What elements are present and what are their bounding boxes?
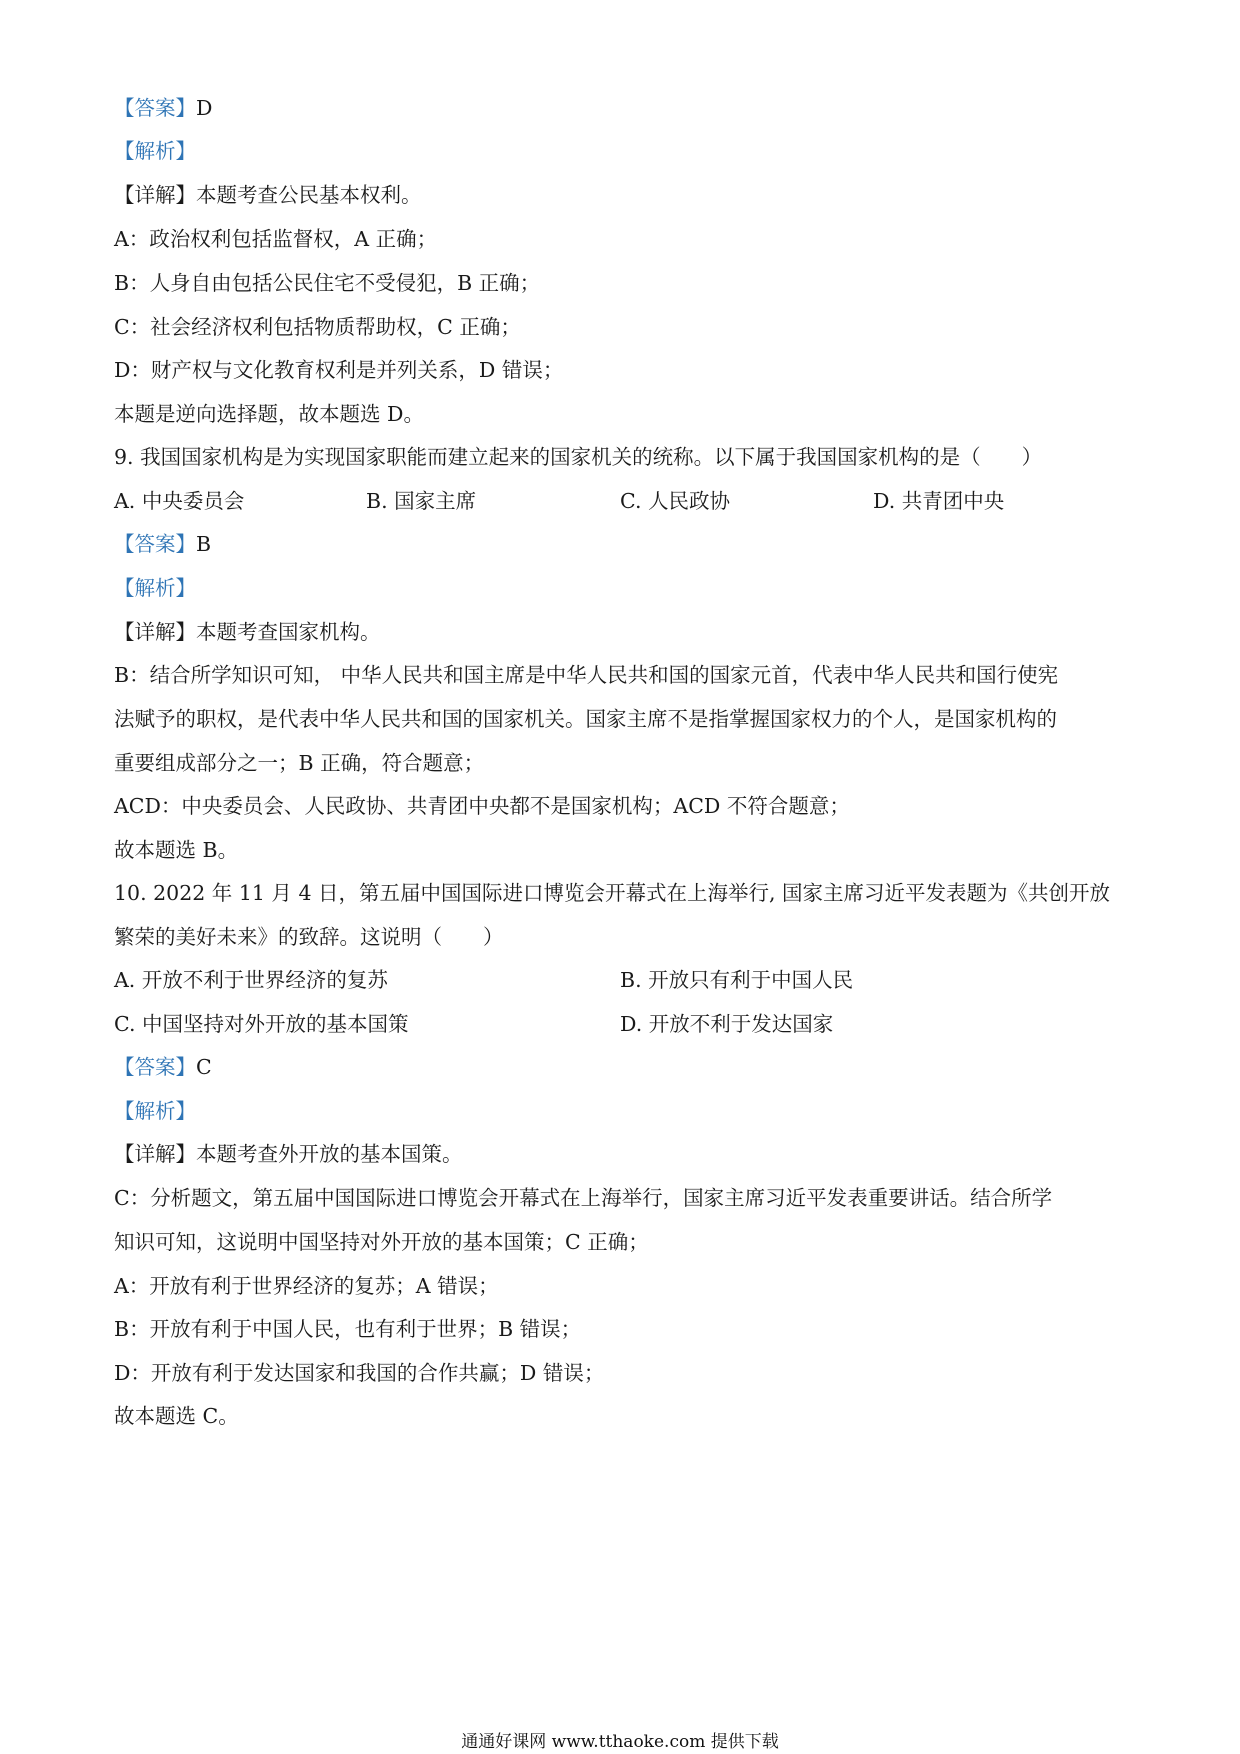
explanation-line: B：开放有利于中国人民，也有利于世界；B 错误； (114, 1317, 582, 1341)
answer-tag: 【答案】 (114, 96, 196, 120)
detail-line: 【详解】本题考查外开放的基本国策。 (114, 1142, 463, 1166)
conclusion-line: 故本题选 C。 (114, 1404, 239, 1428)
option-c: C. 中国坚持对外开放的基本国策 (114, 1012, 409, 1036)
question-stem: 9. 我国国家机构是为实现国家职能而建立起来的国家机关的统称。以下属于我国国家机构的是（ ） (114, 445, 1043, 469)
conclusion-line: 本题是逆向选择题，故本题选 D。 (114, 402, 424, 426)
analysis-tag: 【解析】 (114, 139, 196, 163)
explanation-line: A：政治权利包括监督权，A 正确； (114, 227, 438, 251)
explanation-line: 知识可知，这说明中国坚持对外开放的基本国策；C 正确； (114, 1230, 649, 1254)
explanation-line: D：财产权与文化教育权利是并列关系，D 错误； (114, 358, 564, 382)
explanation-line: 法赋予的职权，是代表中华人民共和国的国家机关。国家主席不是指掌握国家权力的个人，是国家机构的 (114, 707, 1057, 731)
page-footer: 通通好课网 www.tthaoke.com 提供下载 (461, 1732, 779, 1752)
option-c: C. 人民政协 (620, 489, 730, 513)
question-stem: 10. 2022 年 11 月 4 日，第五届中国国际进口博览会开幕式在上海举行, 国家主席习近平发表题为《共创开放 (114, 881, 1111, 905)
answer-tag: 【答案】 (114, 532, 196, 556)
answer-line (114, 530, 211, 558)
answer-value: B (196, 532, 212, 556)
question-stem-cont: 繁荣的美好未来》的致辞。这说明（ ） (114, 925, 504, 949)
answer-line (114, 94, 212, 122)
option-b: B. 国家主席 (366, 489, 477, 513)
explanation-line: 重要组成部分之一；B 正确，符合题意； (114, 751, 485, 775)
explanation-line: A：开放有利于世界经济的复苏；A 错误； (114, 1274, 499, 1298)
answer-line (114, 1053, 212, 1081)
explanation-line: ACD：中央委员会、人民政协、共青团中央都不是国家机构；ACD 不符合题意； (114, 794, 850, 818)
explanation-line: D：开放有利于发达国家和我国的合作共赢；D 错误； (114, 1361, 605, 1385)
option-a: A. 开放不利于世界经济的复苏 (114, 968, 388, 992)
answer-value: D (196, 96, 213, 120)
analysis-tag: 【解析】 (114, 576, 196, 600)
explanation-line: C：分析题文，第五届中国国际进口博览会开幕式在上海举行，国家主席习近平发表重要讲话。结合所学 (114, 1186, 1053, 1210)
explanation-line: B：人身自由包括公民住宅不受侵犯，B 正确； (114, 271, 541, 295)
answer-value: C (196, 1055, 212, 1079)
detail-line: 【详解】本题考查公民基本权利。 (114, 183, 422, 207)
option-b: B. 开放只有利于中国人民 (620, 968, 854, 992)
detail-line: 【详解】本题考查国家机构。 (114, 620, 381, 644)
option-a: A. 中央委员会 (114, 489, 245, 513)
analysis-tag: 【解析】 (114, 1099, 196, 1123)
answer-tag: 【答案】 (114, 1055, 196, 1079)
conclusion-line: 故本题选 B。 (114, 838, 239, 862)
explanation-line: C：社会经济权利包括物质帮助权，C 正确； (114, 315, 521, 339)
explanation-line: B：结合所学知识可知， 中华人民共和国主席是中华人民共和国的国家元首，代表中华人民共和国行使宪 (114, 663, 1059, 687)
option-d: D. 开放不利于发达国家 (620, 1012, 834, 1036)
option-d: D. 共青团中央 (873, 489, 1005, 513)
